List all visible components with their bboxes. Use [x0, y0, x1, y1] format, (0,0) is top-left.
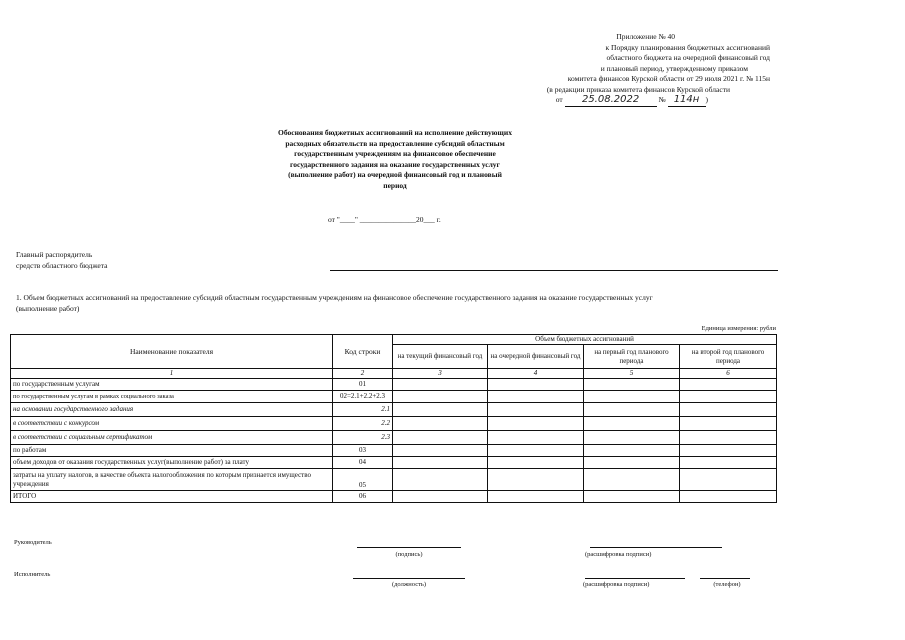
title-line: Обоснования бюджетных ассигнований на исполнение действующих — [278, 128, 512, 137]
value-cell[interactable] — [488, 469, 584, 491]
appendix-line: к Порядку планирования бюджетных ассигнований — [605, 42, 770, 52]
value-cell[interactable] — [680, 403, 777, 417]
header-indicator-name: Наименование показателя — [11, 335, 333, 369]
value-cell[interactable] — [393, 417, 488, 431]
value-cell[interactable] — [488, 445, 584, 457]
title-line: период — [383, 180, 407, 190]
appendix-block — [505, 32, 770, 107]
value-cell[interactable] — [488, 379, 584, 391]
section-1-line: (выполнение работ) — [16, 303, 80, 313]
appendix-close-paren: ) — [705, 95, 708, 104]
appendix-line: и плановый период, утвержденному приказом — [600, 63, 748, 73]
value-cell[interactable] — [584, 469, 680, 491]
row-name: на основании государственного задания — [11, 403, 333, 417]
title-line: государственного задания на оказание государственных услуг — [290, 159, 500, 169]
row-code: 2.3 — [333, 431, 393, 445]
appendix-line: комитета финансов Курской области от 29 июля 2021 г. № 115н — [567, 74, 770, 83]
executor-phone-line — [700, 578, 750, 579]
distributor-line: Главный распорядитель — [16, 250, 93, 259]
executor-position-line — [353, 578, 465, 579]
header-current-year: на текущий финансовый год — [393, 345, 488, 369]
row-code: 04 — [333, 457, 393, 469]
signature-caption: (подпись) — [395, 551, 423, 558]
value-cell[interactable] — [393, 457, 488, 469]
row-name: в соответствии с конкурсом — [11, 417, 333, 431]
distributor-fill-line — [330, 270, 778, 271]
section-1-heading — [16, 293, 786, 314]
executor-decode-line — [585, 578, 685, 579]
title-line: расходных обязательств на предоставление субсидий областным — [285, 138, 505, 148]
table-row — [11, 457, 777, 469]
document-title — [250, 128, 540, 191]
value-cell[interactable] — [393, 391, 488, 403]
main-distributor-label — [16, 250, 107, 271]
table-row — [11, 379, 777, 391]
table-row — [11, 391, 777, 403]
row-code: 05 — [333, 469, 393, 491]
row-code: 01 — [333, 379, 393, 391]
table-row — [11, 431, 777, 445]
table-row — [11, 445, 777, 457]
value-cell[interactable] — [393, 491, 488, 503]
value-cell[interactable] — [680, 457, 777, 469]
table-row — [11, 403, 777, 417]
phone-caption: (телефон) — [713, 581, 741, 588]
head-signature-line — [357, 547, 461, 548]
row-code: 2.2 — [333, 417, 393, 431]
header-next-year: на очередной финансовый год — [488, 345, 584, 369]
appendix-line: областного бюджета на очередной финансовый год — [606, 53, 770, 62]
decode-caption: (расшифровка подписи) — [585, 551, 652, 558]
value-cell[interactable] — [393, 431, 488, 445]
title-line: (выполнение работ) на очередной финансовый год и плановый — [288, 170, 502, 179]
row-name: объем доходов от оказания государственных услуг(выполнение работ) за плату — [11, 457, 333, 469]
table-row — [11, 491, 777, 503]
row-code: 2.1 — [333, 403, 393, 417]
table-row — [11, 417, 777, 431]
header-line-code: Код строки — [333, 335, 393, 369]
column-number: 1 — [11, 369, 333, 379]
value-cell[interactable] — [584, 457, 680, 469]
column-number: 2 — [333, 369, 393, 379]
value-cell[interactable] — [584, 391, 680, 403]
value-cell[interactable] — [680, 445, 777, 457]
document-date-line: от "____" _______________20___ г. — [328, 215, 441, 224]
value-cell[interactable] — [488, 431, 584, 445]
header-plan-year-2: на второй год планового периода — [680, 345, 777, 369]
title-line: государственным учреждениям на финансовое обеспечение — [294, 149, 496, 158]
value-cell[interactable] — [680, 469, 777, 491]
value-cell[interactable] — [680, 491, 777, 503]
head-label: Руководитель — [14, 539, 52, 546]
value-cell[interactable] — [584, 445, 680, 457]
value-cell[interactable] — [584, 403, 680, 417]
value-cell[interactable] — [488, 457, 584, 469]
decode-caption: (расшифровка подписи) — [583, 581, 650, 588]
value-cell[interactable] — [584, 417, 680, 431]
appendix-number: Приложение № 40 — [616, 32, 675, 41]
row-name: ИТОГО — [11, 491, 333, 503]
header-budget-volume: Объем бюджетных ассигнований — [393, 335, 777, 345]
value-cell[interactable] — [584, 379, 680, 391]
table-row — [11, 469, 777, 491]
section-1-line: 1. Объем бюджетных ассигнований на предоставление субсидий областным государственным учреждениям на финансовое обеспечение государственного задания на оказание государственных услуг — [16, 293, 653, 302]
date-prefix: от — [555, 95, 563, 104]
row-code: 02=2.1+2.2+2.3 — [333, 391, 393, 403]
appendix-date-line — [505, 95, 770, 107]
executor-label: Исполнитель — [14, 571, 51, 578]
handwritten-date: 25.08.2022 — [565, 95, 657, 107]
value-cell[interactable] — [680, 391, 777, 403]
row-code: 06 — [333, 491, 393, 503]
row-name: по работам — [11, 445, 333, 457]
row-name: затраты на уплату налогов, в качестве объекта налогообложения по которым признается имущество учреждения — [11, 469, 333, 491]
number-prefix: № — [658, 95, 666, 104]
value-cell[interactable] — [680, 431, 777, 445]
row-code: 03 — [333, 445, 393, 457]
row-name: в соответствии с социальным сертификатом — [11, 431, 333, 445]
value-cell[interactable] — [680, 379, 777, 391]
value-cell[interactable] — [584, 431, 680, 445]
value-cell[interactable] — [393, 445, 488, 457]
row-name: по государственным услугам — [11, 379, 333, 391]
head-decode-line — [590, 547, 722, 548]
column-number: 6 — [680, 369, 777, 379]
value-cell[interactable] — [393, 379, 488, 391]
value-cell[interactable] — [488, 391, 584, 403]
value-cell[interactable] — [393, 469, 488, 491]
header-plan-year-1: на первый год планового периода — [584, 345, 680, 369]
appendix-line: (в редакции приказа комитета финансов Курской области — [546, 84, 730, 94]
handwritten-number: 114н — [668, 95, 706, 107]
value-cell[interactable] — [393, 403, 488, 417]
unit-of-measure: Единица измерения: рубли — [701, 325, 776, 332]
value-cell[interactable] — [680, 417, 777, 431]
value-cell[interactable] — [584, 491, 680, 503]
row-name: по государственным услугам в рамках социального заказа — [11, 391, 333, 403]
column-number: 5 — [584, 369, 680, 379]
budget-table — [10, 334, 777, 503]
value-cell[interactable] — [488, 403, 584, 417]
value-cell[interactable] — [488, 491, 584, 503]
distributor-line: средств областного бюджета — [16, 260, 108, 270]
column-number: 3 — [393, 369, 488, 379]
position-caption: (должность) — [391, 581, 427, 588]
value-cell[interactable] — [488, 417, 584, 431]
column-number: 4 — [488, 369, 584, 379]
